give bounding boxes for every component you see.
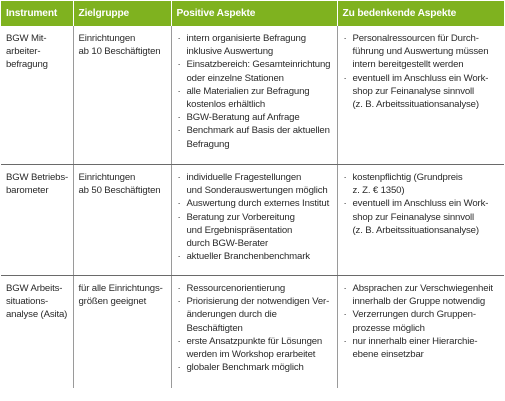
cell-positive <box>171 26 337 165</box>
bullet-icon: · <box>177 59 181 71</box>
positive-list <box>177 282 333 374</box>
list-item-text: kostenpflichtig (Grundpreis z. Z. € 1350) <box>352 172 463 197</box>
list-item-text: intern organisierte Befragung inklusive Auswertung <box>186 33 306 58</box>
bullet-icon: · <box>177 283 181 294</box>
list-item-text: globaler Benchmark möglich <box>186 362 304 374</box>
bullet-icon: · <box>343 335 347 347</box>
instrument-text: BGW Arbeits- situations- analyse (Asita) <box>6 283 68 321</box>
list-item <box>177 171 333 197</box>
bullet-icon: · <box>177 211 181 223</box>
bullet-icon: · <box>343 198 347 210</box>
table-row <box>1 276 504 389</box>
zielgruppe-text: Einrichtungen ab 10 Beschäftigten <box>78 33 161 58</box>
cell-zielgruppe <box>73 165 171 276</box>
list-item <box>177 58 333 84</box>
cell-instrument <box>1 276 73 389</box>
cell-positive <box>171 276 337 389</box>
cell-bedenken <box>337 165 504 276</box>
bullet-icon: · <box>177 335 181 347</box>
comparison-table-container <box>1 1 504 388</box>
list-item-text: eventuell im Anschluss ein Work- shop zur Feinanalyse sinnvoll (z. B. Arbeitssituationsanalyse) <box>352 198 489 236</box>
list-item <box>177 295 333 335</box>
list-item-text: individuelle Fragestellungen und Sonderauswertungen möglich <box>186 172 328 197</box>
table-row <box>1 26 504 165</box>
list-item-text: Priorisierung der notwendigen Ver- änderungen durch die Beschäftigten <box>186 296 330 334</box>
bullet-icon: · <box>177 296 181 308</box>
table-body <box>1 26 504 388</box>
zielgruppe-text: Einrichtungen ab 50 Beschäftigten <box>78 172 161 197</box>
list-item <box>177 250 333 263</box>
header-positive-aspekte: Positive Aspekte <box>171 1 337 26</box>
bullet-icon: · <box>343 33 347 44</box>
cell-instrument <box>1 165 73 276</box>
list-item <box>177 85 333 111</box>
bedenken-list <box>343 32 501 111</box>
list-item-text: Einsatzbereich: Gesamteinrichtung oder einzelne Stationen <box>186 59 331 84</box>
positive-list <box>177 171 333 263</box>
header-row <box>1 1 504 26</box>
bullet-icon: · <box>177 362 181 374</box>
header-zu-bedenkende-aspekte: Zu bedenkende Aspekte <box>337 1 504 26</box>
list-item-text: Auswertung durch externes Institut <box>186 198 330 210</box>
zielgruppe-text: für alle Einrichtungs- größen geeignet <box>78 283 163 308</box>
bullet-icon: · <box>177 172 181 183</box>
instrument-text: BGW Betriebs- barometer <box>6 172 69 197</box>
list-item <box>177 32 333 58</box>
bedenken-list <box>343 171 501 237</box>
list-item-text: Absprachen zur Verschwiegenheit innerhalb der Gruppe notwendig <box>352 283 493 308</box>
list-item <box>343 171 501 197</box>
list-item-text: Verzerrungen durch Gruppen- prozesse möglich <box>352 309 476 334</box>
list-item-text: eventuell im Anschluss ein Work- shop zur Feinanalyse sinnvoll (z. B. Arbeitssituationsanalyse) <box>352 72 489 111</box>
bullet-icon: · <box>177 112 181 124</box>
list-item-text: aktueller Branchenbenchmark <box>186 251 310 263</box>
instrument-text: BGW Mit- arbeiter- befragung <box>6 33 48 71</box>
list-item <box>177 111 333 124</box>
bullet-icon: · <box>343 309 347 321</box>
list-item-text: BGW-Beratung auf Anfrage <box>186 112 300 124</box>
list-item <box>177 124 333 150</box>
list-item-text: alle Materialien zur Befragung kostenlos erhältlich <box>186 85 310 111</box>
positive-list <box>177 32 333 151</box>
cell-zielgruppe <box>73 26 171 165</box>
list-item-text: erste Ansatzpunkte für Lösungen werden im Workshop erarbeitet <box>186 335 323 361</box>
list-item-text: Beratung zur Vorbereitung und Ergebnispräsentation durch BGW-Berater <box>186 211 295 250</box>
list-item <box>343 72 501 112</box>
cell-bedenken <box>337 26 504 165</box>
list-item <box>343 197 501 237</box>
list-item <box>343 282 501 308</box>
list-item <box>177 197 333 210</box>
table-row <box>1 165 504 276</box>
list-item <box>177 211 333 251</box>
bullet-icon: · <box>177 85 181 97</box>
cell-zielgruppe <box>73 276 171 389</box>
bullet-icon: · <box>177 198 181 210</box>
list-item-text: nur innerhalb einer Hierarchie- ebene einsetzbar <box>352 335 478 361</box>
list-item <box>343 335 501 361</box>
header-instrument: Instrument <box>1 1 73 26</box>
list-item <box>343 308 501 334</box>
header-zielgruppe: Zielgruppe <box>73 1 171 26</box>
cell-bedenken <box>337 276 504 389</box>
bedenken-list <box>343 282 501 361</box>
list-item-text: Benchmark auf Basis der aktuellen Befragung <box>186 125 330 150</box>
cell-instrument <box>1 26 73 165</box>
table-header <box>1 1 504 26</box>
list-item <box>177 282 333 295</box>
bullet-icon: · <box>177 125 181 137</box>
cell-positive <box>171 165 337 276</box>
list-item <box>343 32 501 72</box>
bullet-icon: · <box>177 251 181 263</box>
bullet-icon: · <box>343 172 347 183</box>
list-item-text: Ressourcenorientierung <box>186 283 286 294</box>
list-item-text: Personalressourcen für Durch- führung und Auswertung müssen intern bereitgestellt werden <box>352 33 489 71</box>
bullet-icon: · <box>343 283 347 294</box>
list-item <box>177 361 333 374</box>
list-item <box>177 335 333 361</box>
bullet-icon: · <box>343 72 347 84</box>
comparison-table <box>1 1 504 388</box>
bullet-icon: · <box>177 33 181 44</box>
